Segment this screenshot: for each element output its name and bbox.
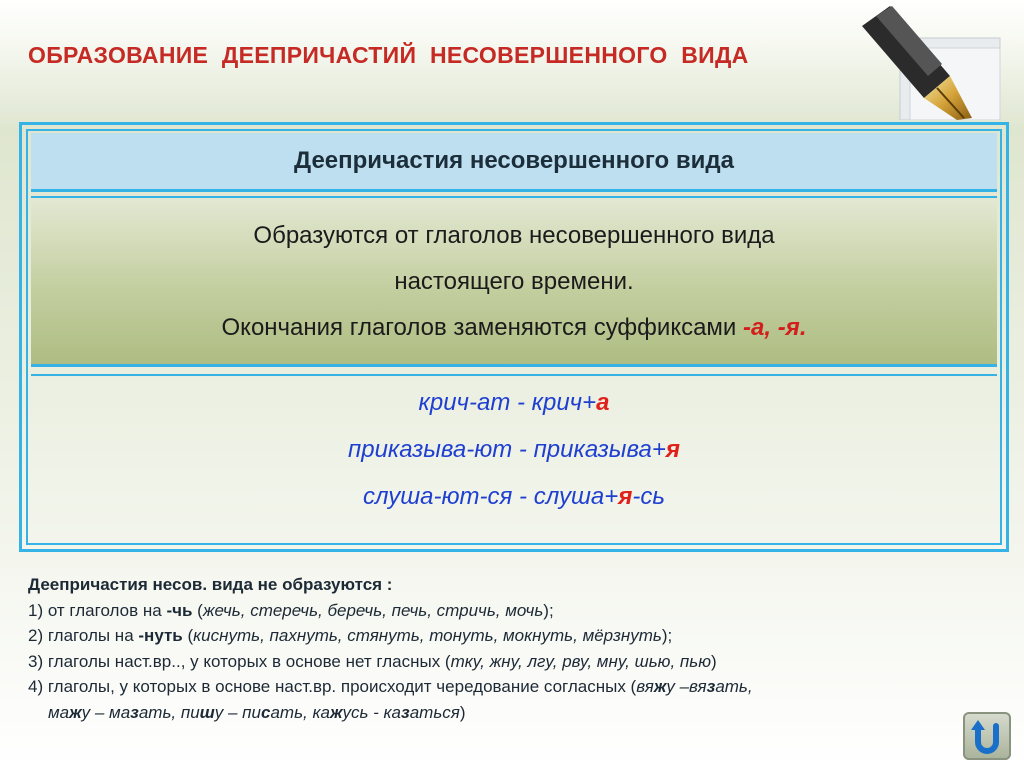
- suffixes: -а, -я.: [743, 314, 807, 341]
- rule-text: [31, 199, 997, 367]
- divider: [31, 196, 997, 198]
- exceptions-list: [28, 572, 968, 725]
- example-2: приказыва-ют - приказыва+я: [348, 436, 680, 463]
- exception-4-continued: мажу – мазать, пишу – писать, кажусь - казаться): [48, 702, 466, 722]
- suffix: я: [665, 436, 680, 463]
- slide-title: ОБРАЗОВАНИЕ ДЕЕПРИЧАСТИЙ НЕСОВЕРШЕННОГО ВИДА: [28, 42, 749, 68]
- return-button[interactable]: [963, 712, 1011, 760]
- box-header-text: Деепричастия несовершенного вида: [294, 147, 734, 174]
- exception-4: 4) глаголы, у которых в основе наст.вр. происходит чередование согласных (вяжу –вязать,: [28, 677, 753, 696]
- divider: [31, 374, 997, 376]
- rule-line-2: настоящего времени.: [394, 268, 634, 295]
- example-1: крич-ат - крич+а: [418, 389, 610, 416]
- example-3: слуша-ют-ся - слуша+я-сь: [362, 483, 666, 510]
- exception-1: 1) от глаголов на -чь (жечь, стеречь, беречь, печь, стричь, мочь);: [28, 600, 554, 620]
- suffix: я: [618, 483, 633, 510]
- rule-line-1: Образуются от глаголов несовершенного вида: [253, 222, 775, 249]
- exception-2: 2) глаголы на -нуть (киснуть, пахнуть, стянуть, тонуть, мокнуть, мёрзнуть);: [28, 626, 673, 645]
- rule-box: [19, 122, 1009, 552]
- exception-3: 3) глаголы наст.вр.., у которых в основе нет гласных (тку, жну, лгу, рву, мну, шью, пью): [28, 651, 717, 671]
- return-arrow-icon: [963, 712, 1011, 760]
- examples: [31, 377, 997, 539]
- box-header: [31, 133, 997, 192]
- rule-line-3-text: Окончания глаголов заменяются суффиксами: [221, 314, 744, 341]
- pen-nib-icon: [862, 6, 1012, 120]
- rule-line-3: [31, 305, 997, 351]
- exceptions-heading: Деепричастия несов. вида не образуются :: [28, 575, 393, 594]
- suffix: а: [596, 389, 610, 416]
